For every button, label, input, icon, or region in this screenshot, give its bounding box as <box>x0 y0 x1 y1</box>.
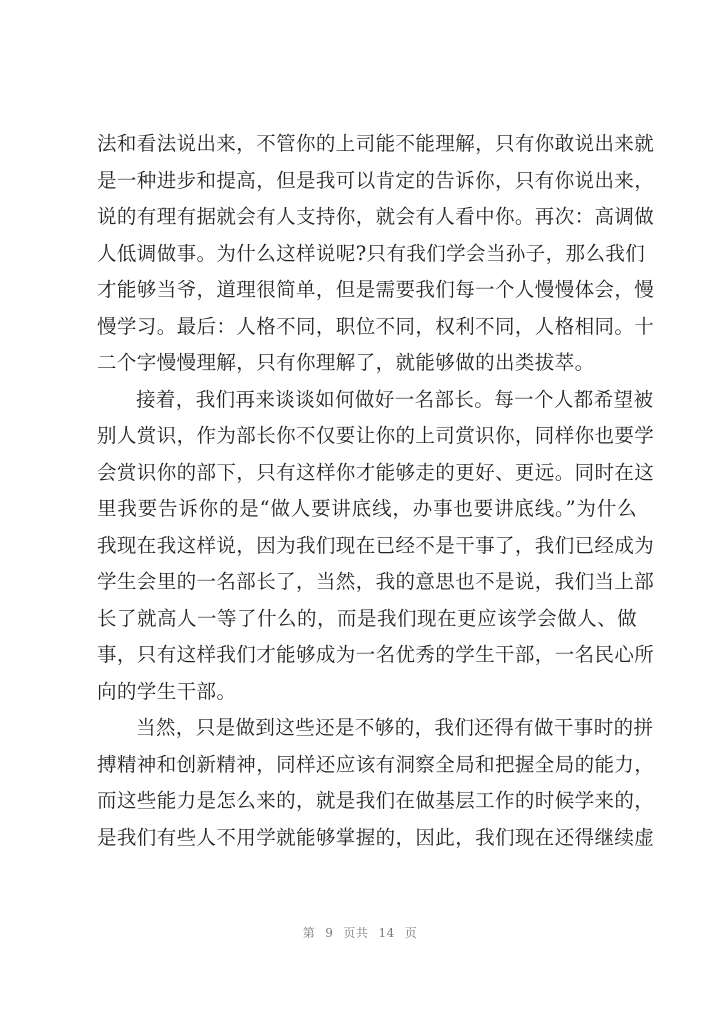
page-label-mid: 页共 <box>343 926 369 940</box>
total-pages-number: 14 <box>378 926 395 940</box>
text-line: 搏精神和创新精神，同样还应该有洞察全局和把握全局的能力， <box>97 752 655 776</box>
current-page-number: 9 <box>325 926 334 940</box>
text-line: 是我们有些人不用学就能够掌握的，因此，我们现在还得继续虚 <box>97 825 655 849</box>
text-line: 法和看法说出来，不管你的上司能不能理解，只有你敢说出来就 <box>97 132 655 155</box>
text-line: 人低调做事。为什么这样说呢?只有我们学会当孙子，那么我们 <box>97 241 646 265</box>
page-label-suffix: 页 <box>404 926 418 940</box>
text-line: 说的有理有据就会有人支持你，就会有人看中你。再次：高调做 <box>97 205 655 228</box>
text-line: 当然，只是做到这些还是不够的，我们还得有做干事时的拼 <box>136 716 654 739</box>
text-line: 才能够当爷，道理很简单，但是需要我们每一个人慢慢体会，慢 <box>97 278 655 301</box>
text-line: 慢学习。最后：人格不同，职位不同，权利不同，人格相同。十 <box>97 314 655 338</box>
text-line: 学生会里的一名部长了，当然，我的意思也不是说，我们当上部 <box>97 570 655 593</box>
text-line: 长了就高人一等了什么的，而是我们现在更应该学会做人、做 <box>97 606 637 630</box>
text-line: 我现在我这样说，因为我们现在已经不是干事了，我们已经成为 <box>97 533 655 557</box>
text-line: 会赏识你的部下，只有这样你才能够走的更好、更远。同时在这 <box>97 460 655 484</box>
text-line: 而这些能力是怎么来的，就是我们在做基层工作的时候学来的， <box>97 789 655 812</box>
body-text <box>97 126 655 856</box>
page-footer <box>0 924 720 941</box>
text-line: 事，只有这样我们才能够成为一名优秀的学生干部，一名民心所 <box>97 643 655 666</box>
page-label-prefix: 第 <box>302 926 316 940</box>
text-line: 二个字慢慢理解，只有你理解了，就能够做的出类拔萃。 <box>97 351 595 374</box>
text-line: 接着，我们再来谈谈如何做好一名部长。每一个人都希望被 <box>136 387 654 411</box>
text-line: 别人赏识，作为部长你不仅要让你的上司赏识你，同样你也要学 <box>97 424 655 447</box>
text-line: 是一种进步和提高，但是我可以肯定的告诉你，只有你说出来， <box>97 168 655 192</box>
text-line: 向的学生干部。 <box>97 679 237 703</box>
text-line: 里我要告诉你的是“做人要讲底线，办事也要讲底线。”为什么 <box>97 497 637 520</box>
